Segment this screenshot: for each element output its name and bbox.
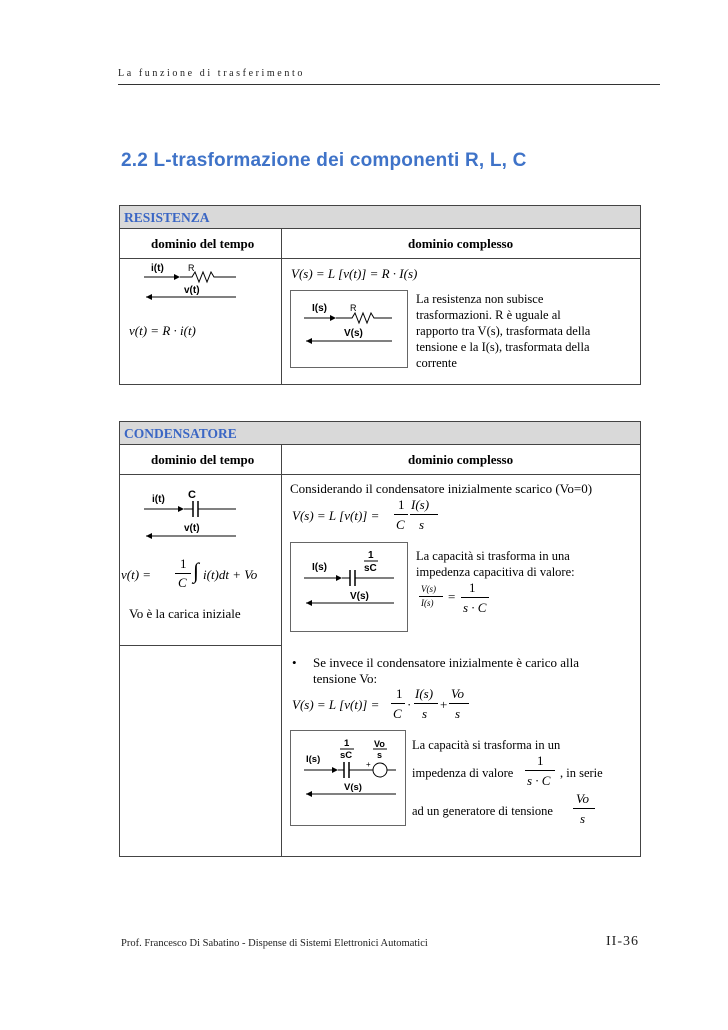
- bullet: •: [292, 655, 297, 670]
- capacitor-complex-voltage-label: V(s): [350, 591, 369, 602]
- condensatore-divider: [281, 445, 282, 857]
- vo-note: Vo è la carica iniziale: [129, 606, 241, 621]
- capacitor-time-circuit: [140, 487, 250, 543]
- discharged-formula-bar2: [410, 514, 438, 515]
- charged-note-line2a: impedenza di valore: [412, 766, 514, 780]
- capacitor-time-formula-lhs: v(t) =: [121, 567, 152, 582]
- ratio-num: V(s): [421, 584, 436, 594]
- charged-note-line3: ad un generatore di tensione: [412, 804, 553, 818]
- charged-note-frac-bar: [525, 770, 555, 771]
- footer-author: Prof. Francesco Di Sabatino - Dispense di Sistemi Elettronici Automatici: [121, 938, 428, 949]
- page-number: II-36: [606, 934, 639, 949]
- resistor-time-current-label: i(t): [151, 263, 164, 274]
- charged-formula-den2: s: [422, 706, 428, 721]
- charged-note-line2b: , in serie: [560, 766, 603, 780]
- capacitor-time-formula-num: 1: [180, 556, 187, 571]
- resistenza-time-heading: dominio del tempo: [151, 236, 255, 251]
- ratio-bar: [419, 596, 443, 597]
- resistenza-note-line: rapporto tra V(s), trasformata della: [416, 324, 591, 338]
- capacitor-complex-circuit: [292, 548, 406, 610]
- discharged-note-line: impedenza capacitiva di valore:: [416, 565, 575, 579]
- discharged-note-line: La capacità si trasforma in una: [416, 549, 570, 563]
- capacitor-time-current-label: i(t): [152, 494, 165, 505]
- charged-intro: [313, 655, 633, 687]
- condensatore-label: CONDENSATORE: [124, 426, 237, 441]
- charged-formula-dot: ·: [407, 697, 412, 712]
- resistenza-note-line: tensione e la I(s), trasformata della: [416, 340, 590, 354]
- condensatore-complex-heading: dominio complesso: [408, 452, 514, 467]
- resistenza-note-line: corrente: [416, 356, 457, 370]
- charged-formula-num2: I(s): [415, 686, 434, 701]
- charged-circuit: [292, 736, 404, 802]
- resistenza-complex-formula: V(s) = L [v(t)] = R · I(s): [291, 266, 418, 281]
- charged-num-label: 1: [344, 738, 350, 749]
- charged-formula-bar1: [391, 703, 405, 704]
- resistenza-note-line: La resistenza non subisce: [416, 292, 544, 306]
- header-rule: [118, 84, 660, 85]
- charged-voltage-label: V(s): [344, 782, 362, 793]
- resistenza-header-rule: [119, 258, 641, 259]
- resistenza-note-line: trasformazioni. R è uguale al: [416, 308, 561, 322]
- resistenza-label: RESISTENZA: [124, 210, 210, 225]
- capacitor-time-c-label: C: [188, 489, 196, 501]
- charged-formula-plus: +: [440, 697, 448, 712]
- charged-den-label: sC: [340, 750, 353, 761]
- charged-formula-bar2: [414, 703, 438, 704]
- capacitor-time-formula-rhs: i(t)dt + Vo: [203, 567, 258, 582]
- capacitor-complex-current-label: I(s): [312, 562, 327, 573]
- discharged-formula-num: 1: [398, 497, 405, 512]
- resistenza-band: [119, 205, 641, 229]
- charged-formula-bar3: [449, 703, 469, 704]
- charged-intro-line: Se invece il condensatore inizialmente è carico alla: [313, 655, 580, 670]
- charged-formula-num3: Vo: [451, 686, 464, 701]
- discharged-formula-num2: I(s): [411, 497, 430, 512]
- ratio-num2: 1: [469, 580, 476, 595]
- capacitor-complex-num-label: 1: [368, 550, 374, 561]
- section-title: 2.2 L-trasformazione dei componenti R, L, C: [121, 150, 527, 171]
- charged-formula-den3: s: [455, 706, 461, 721]
- discharged-formula-den: C: [396, 517, 405, 532]
- ratio-den2: s · C: [463, 600, 487, 615]
- charged-note-line1: La capacità si trasforma in un: [412, 738, 561, 752]
- discharged-formula-bar1: [394, 514, 408, 515]
- charged-note-frac2-bar: [573, 808, 595, 809]
- resistor-time-r-label: R: [188, 263, 195, 273]
- discharged-formula-lhs: V(s) = L [v(t)] =: [292, 508, 380, 523]
- charged-formula-num: 1: [396, 686, 403, 701]
- discharged-formula-den2: s: [419, 517, 425, 532]
- resistor-complex-r-label: R: [350, 303, 357, 313]
- resistor-complex-voltage-label: V(s): [344, 328, 363, 339]
- discharged-note: [416, 548, 638, 580]
- capacitor-complex-den-label: sC: [364, 563, 377, 574]
- charged-formula-lhs: V(s) = L [v(t)] =: [292, 697, 380, 712]
- resistenza-time-formula: v(t) = R · i(t): [129, 323, 196, 338]
- charged-note-frac2-den: s: [580, 811, 586, 826]
- charged-source-num-label: Vo: [374, 739, 385, 749]
- resistor-complex-circuit: [292, 296, 406, 350]
- resistenza-note: [416, 291, 638, 371]
- discharged-intro: Considerando il condensatore inizialmente scarico (Vo=0): [290, 481, 593, 496]
- charged-note-frac2-num: Vo: [576, 791, 589, 806]
- charged-intro-line: tensione Vo:: [313, 671, 378, 686]
- ratio-den: I(s): [421, 598, 434, 608]
- resistor-complex-current-label: I(s): [312, 303, 327, 314]
- ratio-bar2: [461, 597, 489, 598]
- charged-source-den-label: s: [377, 750, 383, 760]
- capacitor-time-formula-den: C: [178, 575, 187, 590]
- running-header: La funzione di trasferimento: [118, 68, 305, 79]
- condensatore-time-heading: dominio del tempo: [151, 452, 255, 467]
- integral-symbol: ∫: [193, 558, 200, 583]
- charged-formula-den: C: [393, 706, 402, 721]
- resistenza-divider: [281, 229, 282, 385]
- resistor-time-circuit: [140, 260, 250, 308]
- charged-current-label: I(s): [306, 754, 321, 765]
- resistenza-complex-heading: dominio complesso: [408, 236, 514, 251]
- charged-note-frac-den: s · C: [527, 773, 551, 788]
- condensatore-header-rule: [119, 474, 641, 475]
- capacitor-time-voltage-label: v(t): [184, 523, 200, 534]
- condensatore-band: [119, 421, 641, 445]
- charged-note-frac-num: 1: [537, 753, 544, 768]
- capacitor-time-formula-bar: [175, 573, 191, 574]
- condensatore-time-bottom-rule: [119, 645, 281, 646]
- resistor-time-voltage-label: v(t): [184, 285, 200, 296]
- charged-plus-label: +: [366, 760, 371, 769]
- ratio-equals: =: [448, 589, 456, 604]
